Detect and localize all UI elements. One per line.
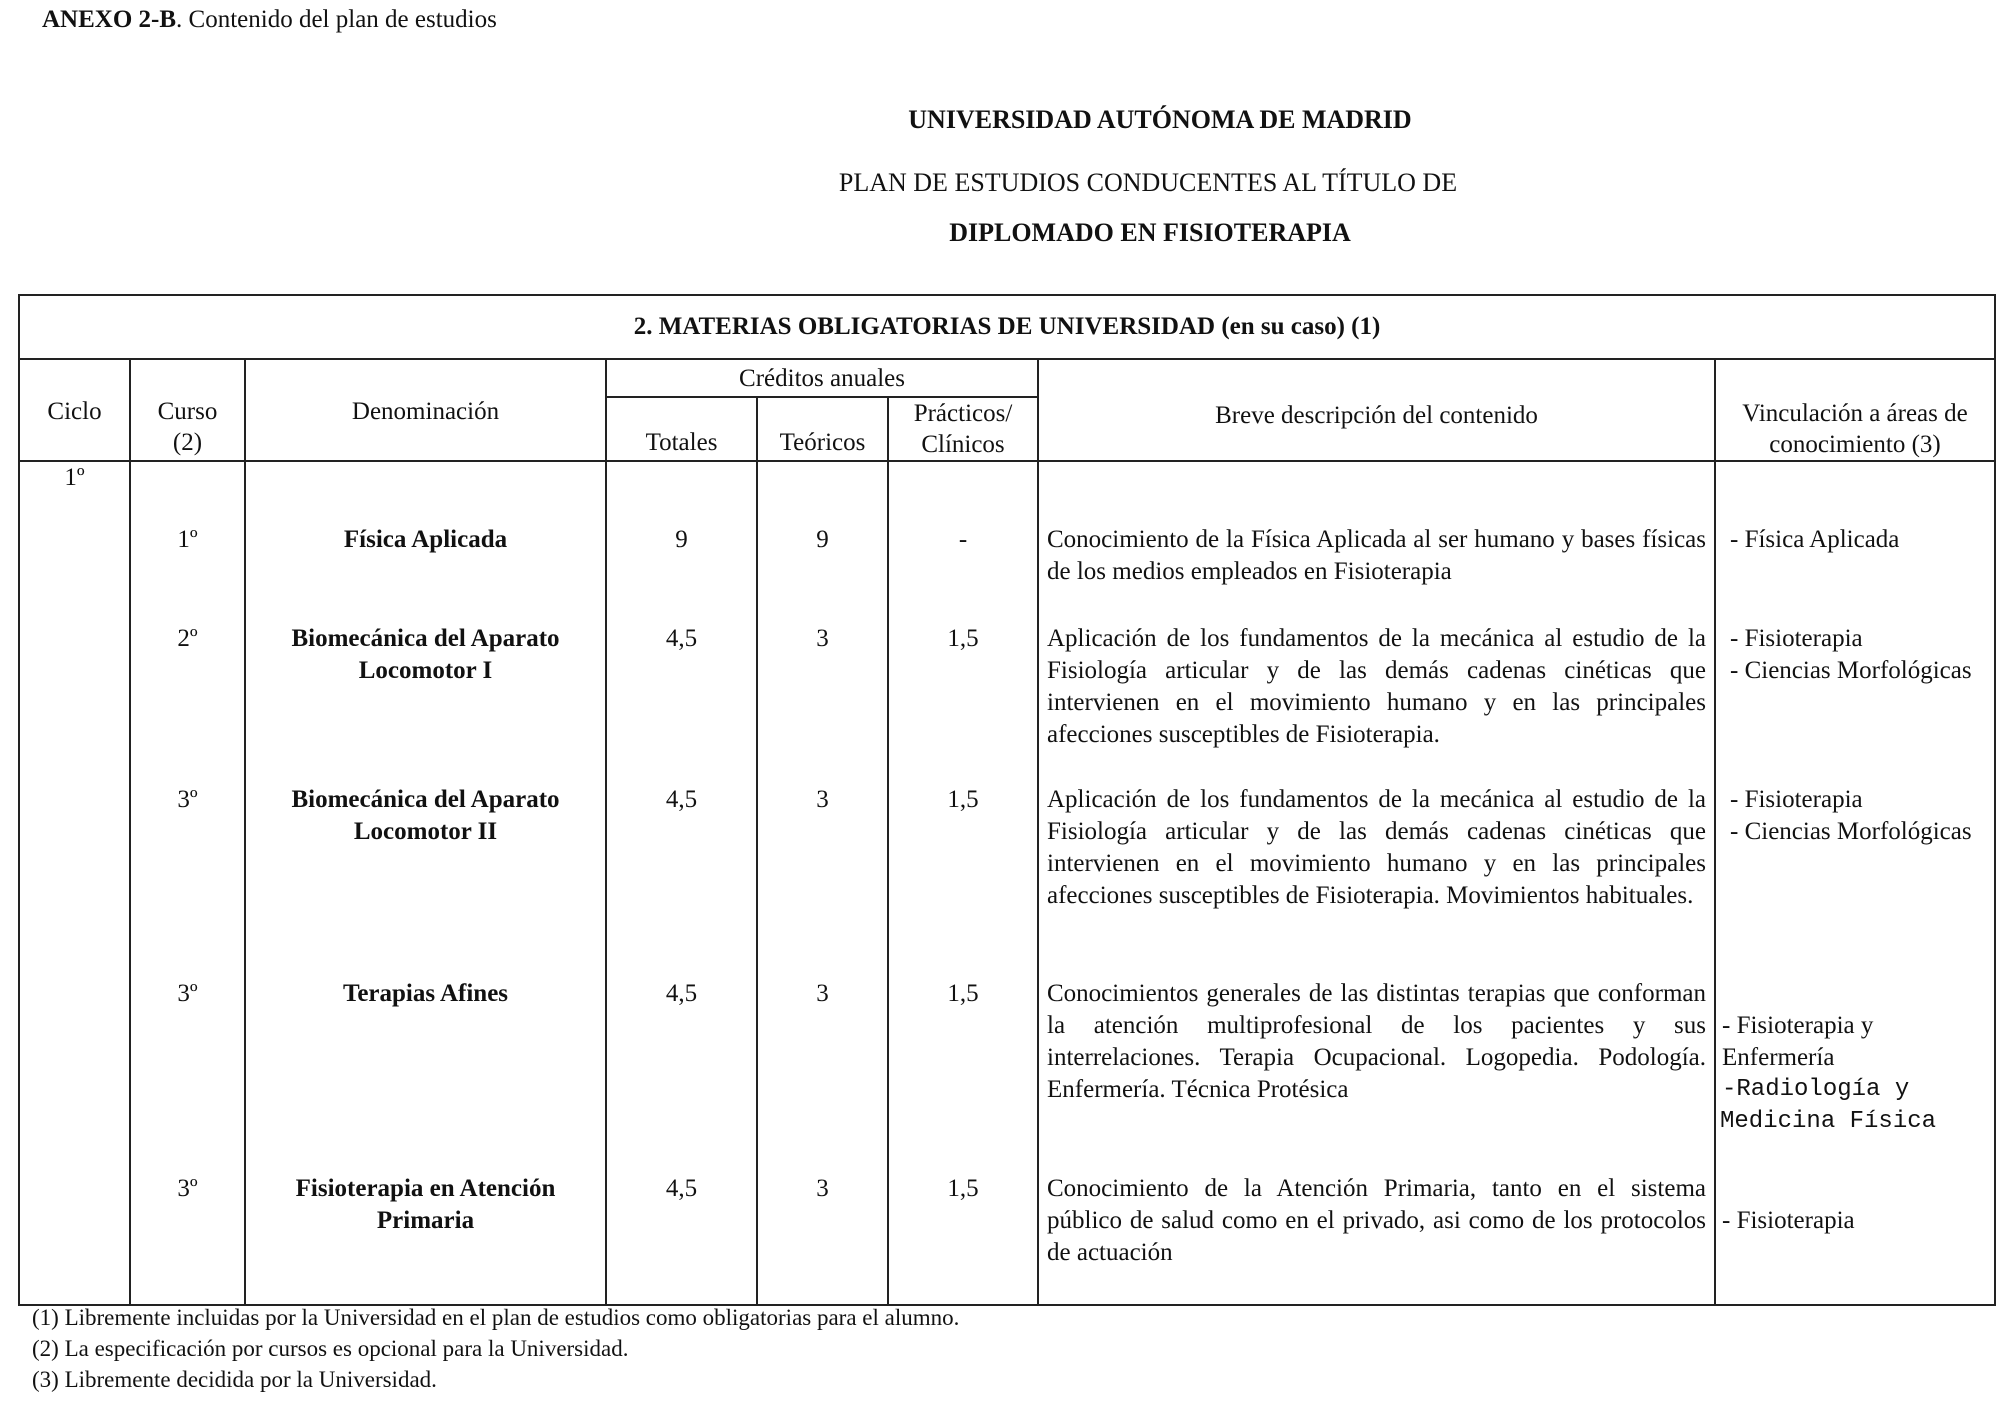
section-title-main: 2. MATERIAS OBLIGATORIAS DE UNIVERSIDAD — [633, 313, 1216, 340]
row-2-area-2: - Ciencias Morfológicas — [1730, 657, 1972, 684]
row-3-area-1: - Fisioterapia — [1730, 786, 1863, 813]
header-practicos-line2: Clínicos — [921, 431, 1005, 458]
header-curso-label: Curso — [157, 398, 218, 425]
row-5-teoricos: 3 — [816, 1175, 829, 1202]
row-4-teoricos: 3 — [816, 980, 829, 1007]
degree-heading: DIPLOMADO EN FISIOTERAPIA — [949, 218, 1351, 247]
row-2-name-line2: Locomotor I — [358, 657, 493, 684]
header-descripcion: Breve descripción del contenido — [1038, 359, 1715, 461]
row-4-practicos: 1,5 — [947, 980, 979, 1007]
column-denominacion — [245, 461, 606, 1305]
row-4-name: Terapias Afines — [342, 980, 509, 1007]
row-5-practicos: 1,5 — [947, 1175, 979, 1202]
row-2-curso: 2º — [177, 625, 198, 652]
footnote-1: (1) Libremente incluidas por la Universidad en el plan de estudios como obligatorias para el alumno. — [32, 1305, 960, 1330]
row-4-area-3: -Radiología y — [1722, 1076, 1910, 1103]
header-creditos: Créditos anuales — [606, 359, 1038, 397]
annex-caption: . Contenido del plan de estudios — [176, 6, 497, 33]
row-4-totales: 4,5 — [665, 980, 698, 1007]
row-3-description: Aplicación de los fundamentos de la mecánica al estudio de la Fisiología articular y de las demás cadenas cinéticas que intervienen en el movimiento humano y en las principales afecciones susceptibles de Fisioterapia. Movimientos habituales. — [1047, 786, 1706, 909]
footnote-3: (3) Libremente decidida por la Universidad. — [32, 1367, 437, 1392]
row-3-name-line2: Locomotor II — [353, 818, 498, 845]
header-totales: Totales — [606, 397, 757, 461]
header-denominacion: Denominación — [245, 359, 606, 461]
section-title-suffix: (en su caso) (1) — [1215, 313, 1381, 340]
row-2-totales: 4,5 — [665, 625, 698, 652]
row-4-description: Conocimientos generales de las distintas terapias que conforman la atención multiprofesional de los pacientes y sus interrelaciones. Terapia Ocupacional. Logopedia. Podología. Enfermería. Técnica Protésica — [1047, 980, 1706, 1103]
row-5-area: - Fisioterapia — [1722, 1207, 1855, 1234]
row-5-name-line2: Primaria — [376, 1207, 475, 1234]
column-curso — [130, 461, 245, 1305]
row-3-totales: 4,5 — [665, 786, 698, 813]
column-vinculacion — [1715, 461, 1995, 1305]
row-5-name: Fisioterapia en Atención — [295, 1175, 556, 1202]
row-4-area-2: Enfermería — [1722, 1044, 1835, 1071]
university-heading: UNIVERSIDAD AUTÓNOMA DE MADRID — [908, 105, 1412, 134]
row-2-description: Aplicación de los fundamentos de la mecánica al estudio de la Fisiología articular y de las demás cadenas cinéticas que intervienen en el movimiento humano y en las principales afecciones susceptibles de Fisioterapia. — [1047, 625, 1706, 748]
row-5-curso: 3º — [177, 1175, 198, 1202]
footnote-2: (2) La especificación por cursos es opcional para la Universidad. — [32, 1336, 629, 1361]
header-curso-note: (2) — [172, 429, 203, 456]
row-1-description: Conocimiento de la Física Aplicada al ser humano y bases físicas de los medios empleados en Fisioterapia — [1047, 526, 1706, 585]
row-2-practicos: 1,5 — [947, 625, 979, 652]
plan-heading: PLAN DE ESTUDIOS CONDUCENTES AL TÍTULO DE — [838, 168, 1458, 197]
header-practicos — [888, 397, 1038, 461]
annex-code: ANEXO 2-B — [42, 6, 177, 33]
row-3-teoricos: 3 — [816, 786, 829, 813]
header-teoricos: Teóricos — [757, 397, 888, 461]
column-practicos — [888, 461, 1038, 1305]
row-4-curso: 3º — [177, 980, 198, 1007]
footnotes — [18, 1302, 959, 1395]
annex-title — [42, 6, 497, 34]
study-plan-table — [18, 294, 1996, 1306]
row-1-practicos: - — [958, 526, 968, 553]
row-2-name: Biomecánica del Aparato — [291, 625, 560, 652]
header-practicos-line1: Prácticos/ — [913, 400, 1013, 427]
row-3-curso: 3º — [177, 786, 198, 813]
row-5-totales: 4,5 — [665, 1175, 698, 1202]
row-5-description: Conocimiento de la Atención Primaria, tanto en el sistema público de salud como en el privado, asi como de los protocolos de actuación — [1047, 1175, 1706, 1266]
row-4-area-4: Medicina Física — [1720, 1108, 1937, 1135]
table-body-row — [19, 461, 1995, 1305]
row-2-teoricos: 3 — [816, 625, 829, 652]
header-vinculacion-line1: Vinculación a áreas de — [1742, 400, 1968, 427]
row-1-totales: 9 — [675, 526, 688, 553]
header-vinculacion — [1715, 359, 1995, 461]
ciclo-value: 1º — [64, 464, 85, 491]
header-vinculacion-line2: conocimiento (3) — [1769, 431, 1941, 458]
row-3-name: Biomecánica del Aparato — [291, 786, 560, 813]
column-totales — [606, 461, 757, 1305]
row-1-name: Física Aplicada — [343, 526, 508, 553]
header-curso — [130, 359, 245, 461]
row-4-area-1: - Fisioterapia y — [1722, 1012, 1874, 1039]
column-descripcion — [1038, 461, 1715, 1305]
row-1-teoricos: 9 — [816, 526, 829, 553]
section-title — [19, 295, 1995, 359]
row-1-curso: 1º — [177, 526, 198, 553]
header-ciclo: Ciclo — [19, 359, 130, 461]
row-1-area: - Física Aplicada — [1730, 526, 1900, 553]
column-ciclo — [19, 461, 130, 1305]
row-3-area-2: - Ciencias Morfológicas — [1730, 818, 1972, 845]
column-teoricos — [757, 461, 888, 1305]
row-3-practicos: 1,5 — [947, 786, 979, 813]
row-2-area-1: - Fisioterapia — [1730, 625, 1863, 652]
